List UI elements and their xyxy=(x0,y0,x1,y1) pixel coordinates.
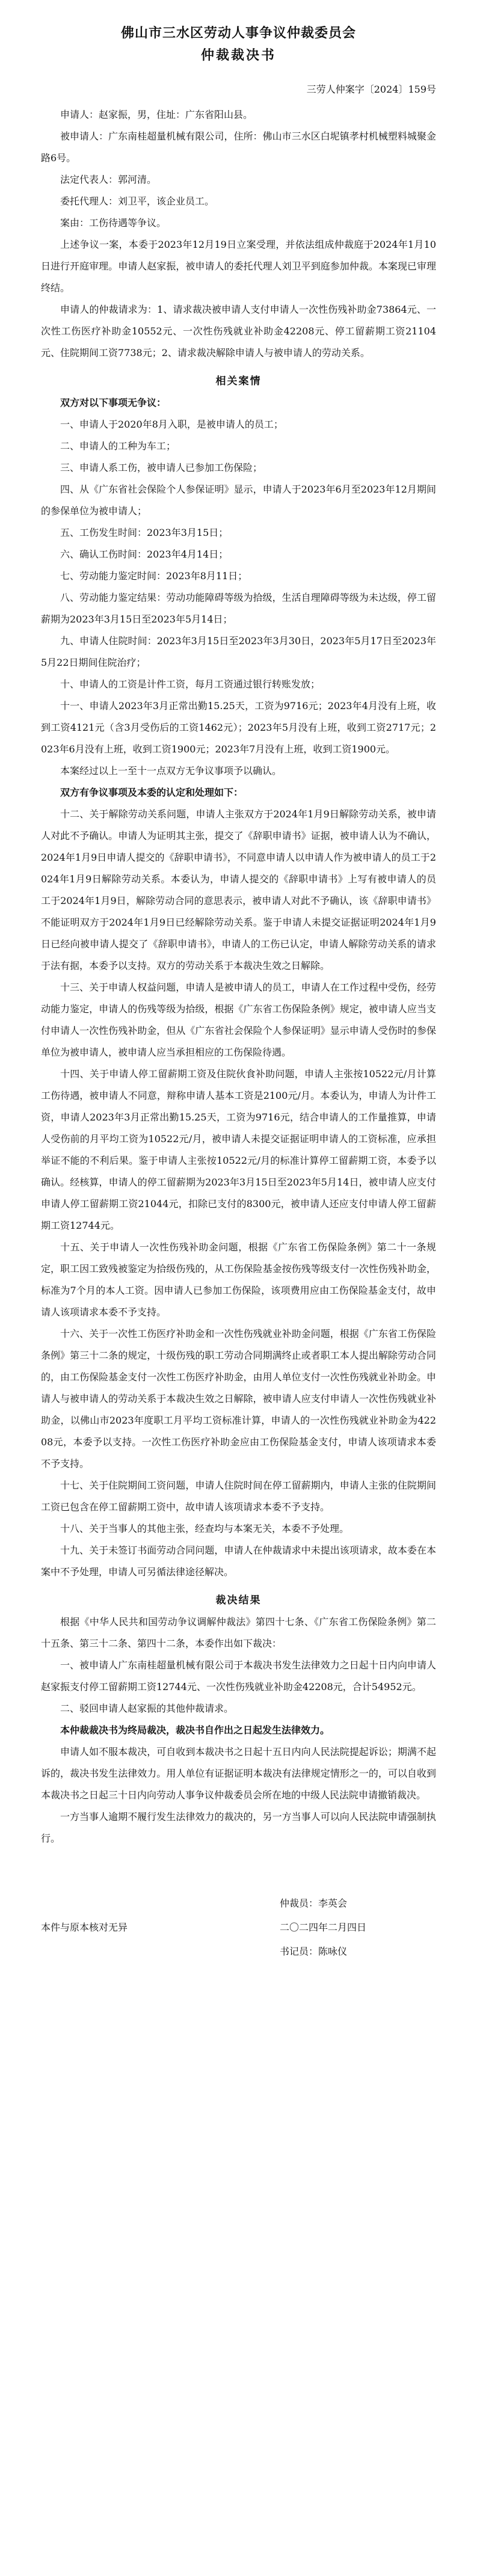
dispute-item: 十八、关于当事人的其他主张，经查均与本案无关，本委不予处理。 xyxy=(60,1523,349,1534)
dispute-item: 十七、关于住院期间工资问题，申请人住院时间在停工留薪期内，申请人主张的住院期间工资已包含在停工留薪期工资中，故申请人该项请求本委不予支持。 xyxy=(41,1480,436,1513)
fact-item: 五、工伤发生时间：2023年3月15日； xyxy=(60,527,229,538)
appeal-section xyxy=(41,1741,436,1849)
enforcement-paragraph: 一方当事人逾期不履行发生法律效力的裁决的，另一方当事人可以向人民法院申请强制执行。 xyxy=(41,1811,436,1844)
party-line: 被申请人：广东南桂超量机械有限公司，住所：佛山市三水区白坭镇孝村机械塑料城聚金路6号。 xyxy=(41,131,436,164)
fact-item: 八、劳动能力鉴定结果：劳动功能障碍等级为拾级，生活自理障碍等级为未达级，停工留薪期为2023年3月15日至2023年5月14日； xyxy=(41,592,436,625)
arbitrator-signature: 仲裁员：李英会 xyxy=(280,1898,348,1909)
fact-item: 一、申请人于2020年8月入职，是被申请人的员工； xyxy=(60,419,283,430)
facts-list xyxy=(41,414,436,782)
signature-block xyxy=(41,1892,436,1964)
party-line: 申请人：赵家振，男，住址：广东省阳山县。 xyxy=(60,109,253,120)
fact-item: 本案经过以上一至十一点双方无争议事项予以确认。 xyxy=(60,765,282,776)
fact-item: 二、申请人的工种为车工； xyxy=(60,440,176,452)
fact-item: 三、申请人系工伤，被申请人已参加工伤保险； xyxy=(60,462,263,473)
ruling-date: 二〇二四年二月四日 xyxy=(280,1922,367,1933)
verification-note: 本件与原本核对无异 xyxy=(41,1922,128,1933)
party-line: 法定代表人：郭河清。 xyxy=(60,174,157,185)
fact-item: 七、劳动能力鉴定时间：2023年8月11日； xyxy=(60,570,248,582)
intro-section xyxy=(41,234,436,364)
ruling-item: 一、被申请人广东南桂超量机械有限公司于本裁决书发生法律效力之日起十日内向申请人赵家振支付停工留薪期工资12744元、一次性伤残就业补助金42208元，合计54952元。 xyxy=(41,1659,436,1692)
parties-section xyxy=(41,104,436,234)
party-line: 委托代理人：刘卫平，该企业员工。 xyxy=(60,195,215,207)
organization-title: 佛山市三水区劳动人事争议仲裁委员会 xyxy=(120,25,356,41)
ruling-heading: 裁决结果 xyxy=(215,1594,262,1606)
disputes-list xyxy=(41,804,436,1583)
dispute-item: 十五、关于申请人一次性伤残补助金问题，根据《广东省工伤保险条例》第二十一条规定，职工因工致残被鉴定为拾级伤残的，从工伤保险基金按伤残等级支付一次性伤残补助金，标准为7个月的本人工资。因申请人已参加工伤保险，该项费用应由工伤保险基金支付，故申请人该项请求本委不予支持。 xyxy=(41,1241,436,1318)
ruling-intro: 根据《中华人民共和国劳动争议调解仲裁法》第四十七条、《广东省工伤保险条例》第二十五条、第三十二条、第四十二条，本委作出如下裁决： xyxy=(41,1616,436,1649)
clerk-signature: 书记员：陈咏仪 xyxy=(280,1946,348,1957)
dispute-item: 十四、关于申请人停工留薪期工资及住院伙食补助问题，申请人主张按10522元/月计算工伤待遇，被申请人不同意，辩称申请人基本工资是2100元/月。本委认为，申请人为计件工资，申请人2023年3月正常出勤15.25天，工资为9716元，结合申请人的工作量推算，申请人受伤前的月平均工资为10522元/月，被申请人未提交证据证明申请人的工资标准，应承担举证不能的不利后果。鉴于申请人主张按10522元/月的标准计算停工留薪期工资，本委予以确认。经核算，申请人的停工留薪期为2023年3月15日至2023年5月14日，被申请人应支付申请人停工留薪期工资21044元，扣除已支付的8300元，被申请人还应支付申请人停工留薪期工资12744元。 xyxy=(41,1068,436,1231)
fact-item: 九、申请人住院时间：2023年3月15日至2023年3月30日，2023年5月17日至2023年5月22日期间住院治疗； xyxy=(41,635,436,668)
disputed-heading: 双方有争议事项及本委的认定和处理如下： xyxy=(60,787,244,798)
dispute-item: 十六、关于一次性工伤医疗补助金和一次性伤残就业补助金问题，根据《广东省工伤保险条例》第三十二条的规定，十级伤残的职工劳动合同期满终止或者职工本人提出解除劳动合同的，由工伤保险基金支付一次性工伤医疗补助金，由用人单位支付一次性伤残就业补助金。申请人与被申请人的劳动关系于本裁决生效之日解除，被申请人应支付申请人一次性伤残就业补助金，以佛山市2023年度职工月平均工资标准计算，申请人的一次性伤残就业补助金为42208元，本委予以支持。一次性工伤医疗补助金应由工伤保险基金支付，申请人该项请求本委不予支持。 xyxy=(41,1328,436,1469)
case-number: 三劳人仲案字〔2024〕159号 xyxy=(306,84,436,95)
claims-paragraph: 申请人的仲裁请求为：1、请求裁决被申请人支付申请人一次性伤残补助金73864元、一次性工伤医疗补助金10552元、一次性伤残就业补助金42208元、停工留薪期工资21104元、住院期间工资7738元；2、请求裁决解除申请人与被申请人的劳动关系。 xyxy=(41,304,436,358)
dispute-item: 十三、关于申请人权益问题，申请人是被申请人的员工，申请人在工作过程中受伤，经劳动能力鉴定，申请人的伤残等级为拾级，根据《广东省工伤保险条例》规定，被申请人应当支付申请人一次性伤残补助金，但从《广东省社会保险个人参保证明》显示申请人受伤时的参保单位为被申请人，被申请人应当承担相应的工伤保险待遇。 xyxy=(41,982,436,1058)
dispute-item: 十二、关于解除劳动关系问题，申请人主张双方于2024年1月9日解除劳动关系，被申请人对此不予确认。申请人为证明其主张，提交了《辞职申请书》证据，被申请人认为不确认，2024年1月9日申请人提交的《辞职申请书》，不同意申请人以申请人作为被申请人的员工于2024年1月9日解除劳动关系。本委认为，申请人提交的《辞职申请书》上写有被申请人的员工于2024年1月9日，解除劳动合同的意思表示，被申请人对此不予确认，该《辞职申请书》不能证明双方于2024年1月9日已经解除劳动关系。鉴于申请人未提交证据证明2024年1月9日已经向被申请人提交了《辞职申请书》，申请人的工伤已认定，申请人解除劳动关系的请求于法有据，本委予以支持。双方的劳动关系于本裁决生效之日解除。 xyxy=(41,808,436,971)
party-line: 案由：工伤待遇等争议。 xyxy=(60,217,167,229)
document-type-title: 仲裁裁决书 xyxy=(200,48,276,63)
appeal-paragraph: 申请人如不服本裁决，可自收到本裁决书之日起十五日内向人民法院提起诉讼；期满不起诉的，裁决书发生法律效力。用人单位有证据证明本裁决有法律规定情形之一的，可以自收到本裁决书之日起三十日内向劳动人事争议仲裁委员会所在地的中级人民法院申请撤销裁决。 xyxy=(41,1746,436,1801)
dispute-item: 十九、关于未签订书面劳动合同问题，申请人在仲裁请求中未提出该项请求，故本委在本案中不予处理，申请人可另循法律途径解决。 xyxy=(41,1545,436,1578)
undisputed-heading: 双方对以下事项无争议： xyxy=(60,397,167,408)
fact-item: 十一、申请人2023年3月正常出勤15.25天，工资为9716元；2023年4月没有上班，收到工资4121元（含3月受伤后的工资1462元）；2023年5月没有上班，收到工资2717元；2023年6月没有上班，收到工资1900元；2023年7月没有上班，收到工资1900元。 xyxy=(41,700,436,755)
fact-item: 十、申请人的工资是计件工资，每月工资通过银行转账发放； xyxy=(60,678,321,690)
facts-heading: 相关案情 xyxy=(215,375,262,387)
fact-item: 六、确认工伤时间：2023年4月14日； xyxy=(60,549,229,560)
rulings-list xyxy=(41,1655,436,1720)
ruling-item: 二、驳回申请人赵家振的其他仲裁请求。 xyxy=(60,1703,234,1714)
fact-item: 四、从《广东省社会保险个人参保证明》显示，申请人于2023年6月至2023年12月期间的参保单位为被申请人； xyxy=(41,484,436,517)
intro-paragraph: 上述争议一案，本委于2023年12月19日立案受理，并依法组成仲裁庭于2024年1月10日进行开庭审理。申请人赵家振，被申请人的委托代理人刘卫平到庭参加仲裁。本案现已审理终结。 xyxy=(41,239,436,294)
final-ruling-notice: 本仲裁裁决书为终局裁决，裁决书自作出之日起发生法律效力。 xyxy=(60,1724,330,1736)
